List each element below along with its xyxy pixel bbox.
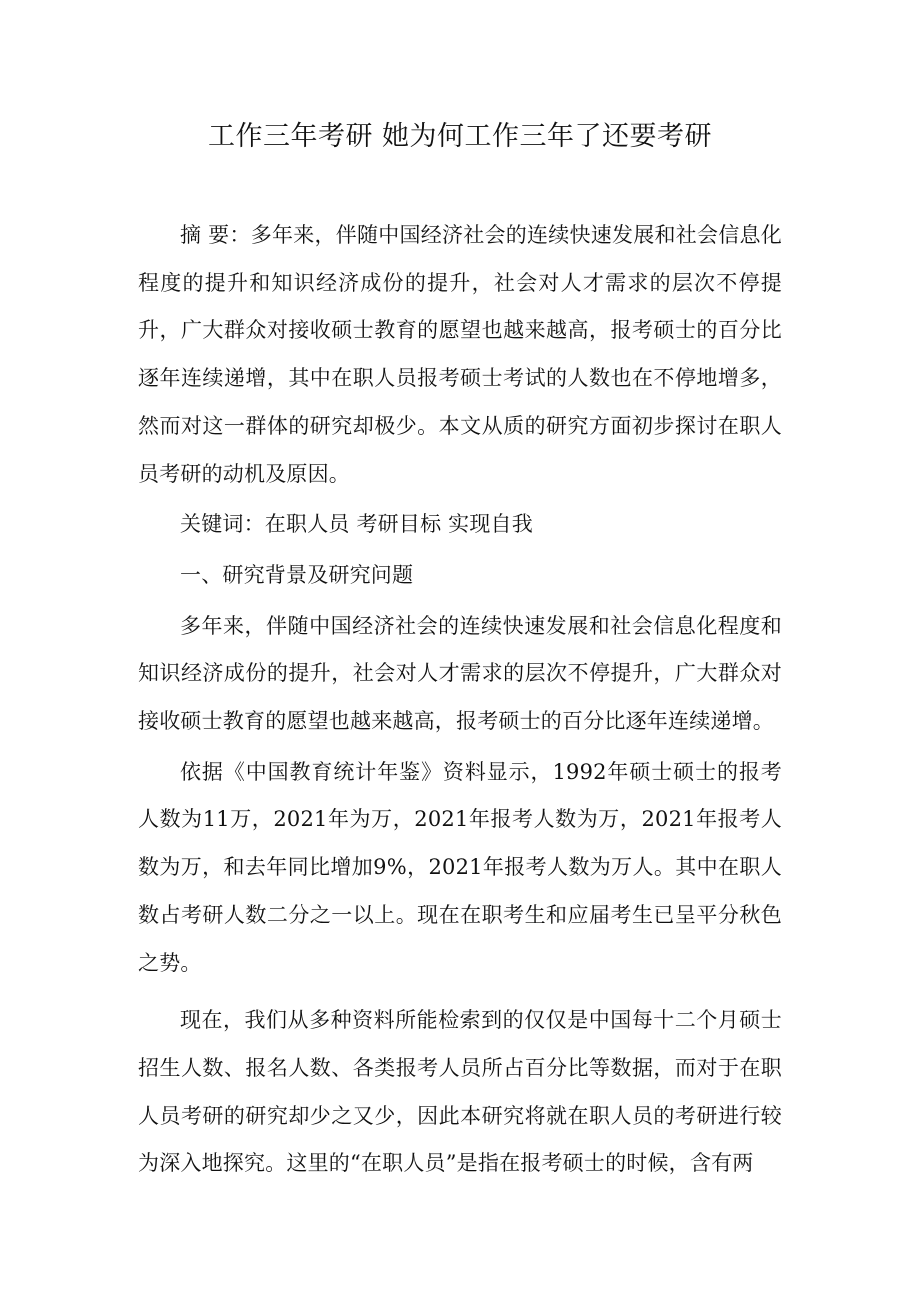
body-paragraph: 多年来，伴随中国经济社会的连续快速发展和社会信息化程度和知识经济成份的提升，社会对人才需求的层次不停提升，广大群众对接收硕士教育的愿望也越来越高，报考硕士的百分比逐年连续递增。: [138, 613, 782, 734]
keywords-paragraph: 关键词：在职人员 考研目标 实现自我: [180, 512, 533, 537]
section-heading: 一、研究背景及研究问题: [180, 562, 414, 587]
abstract-paragraph: 摘 要：多年来，伴随中国经济社会的连续快速发展和社会信息化程度的提升和知识经济成份的提升，社会对人才需求的层次不停提升，广大群众对接收硕士教育的愿望也越来越高，报考硕士的百分比逐年连续递增，其中在职人员报考硕士考试的人数也在不停地增多，然而对这一群体的研究却极少。本文从质的研究方面初步探讨在职人员考研的动机及原因。: [138, 223, 782, 486]
body-paragraph: 现在，我们从多种资料所能检索到的仅仅是中国每十二个月硕士招生人数、报名人数、各类报考人员所占百分比等数据，而对于在职人员考研的研究却少之又少，因此本研究将就在职人员的考研进行较为深入地探究。这里的“在职人员”是指在报考硕士的时候，含有两: [138, 1008, 782, 1176]
document-body: [138, 212, 782, 1188]
body-paragraph: 依据《中国教育统计年鉴》资料显示，1992年硕士硕士的报考人数为11万，2021年为万，2021年报考人数为万，2021年报考人数为万，和去年同比增加9%，2021年报考人数为万人。其中在职人数占考研人数二分之一以上。现在在职考生和应届考生已呈平分秋色之势。: [138, 759, 782, 975]
page-title: 工作三年考研 她为何工作三年了还要考研: [207, 121, 713, 152]
